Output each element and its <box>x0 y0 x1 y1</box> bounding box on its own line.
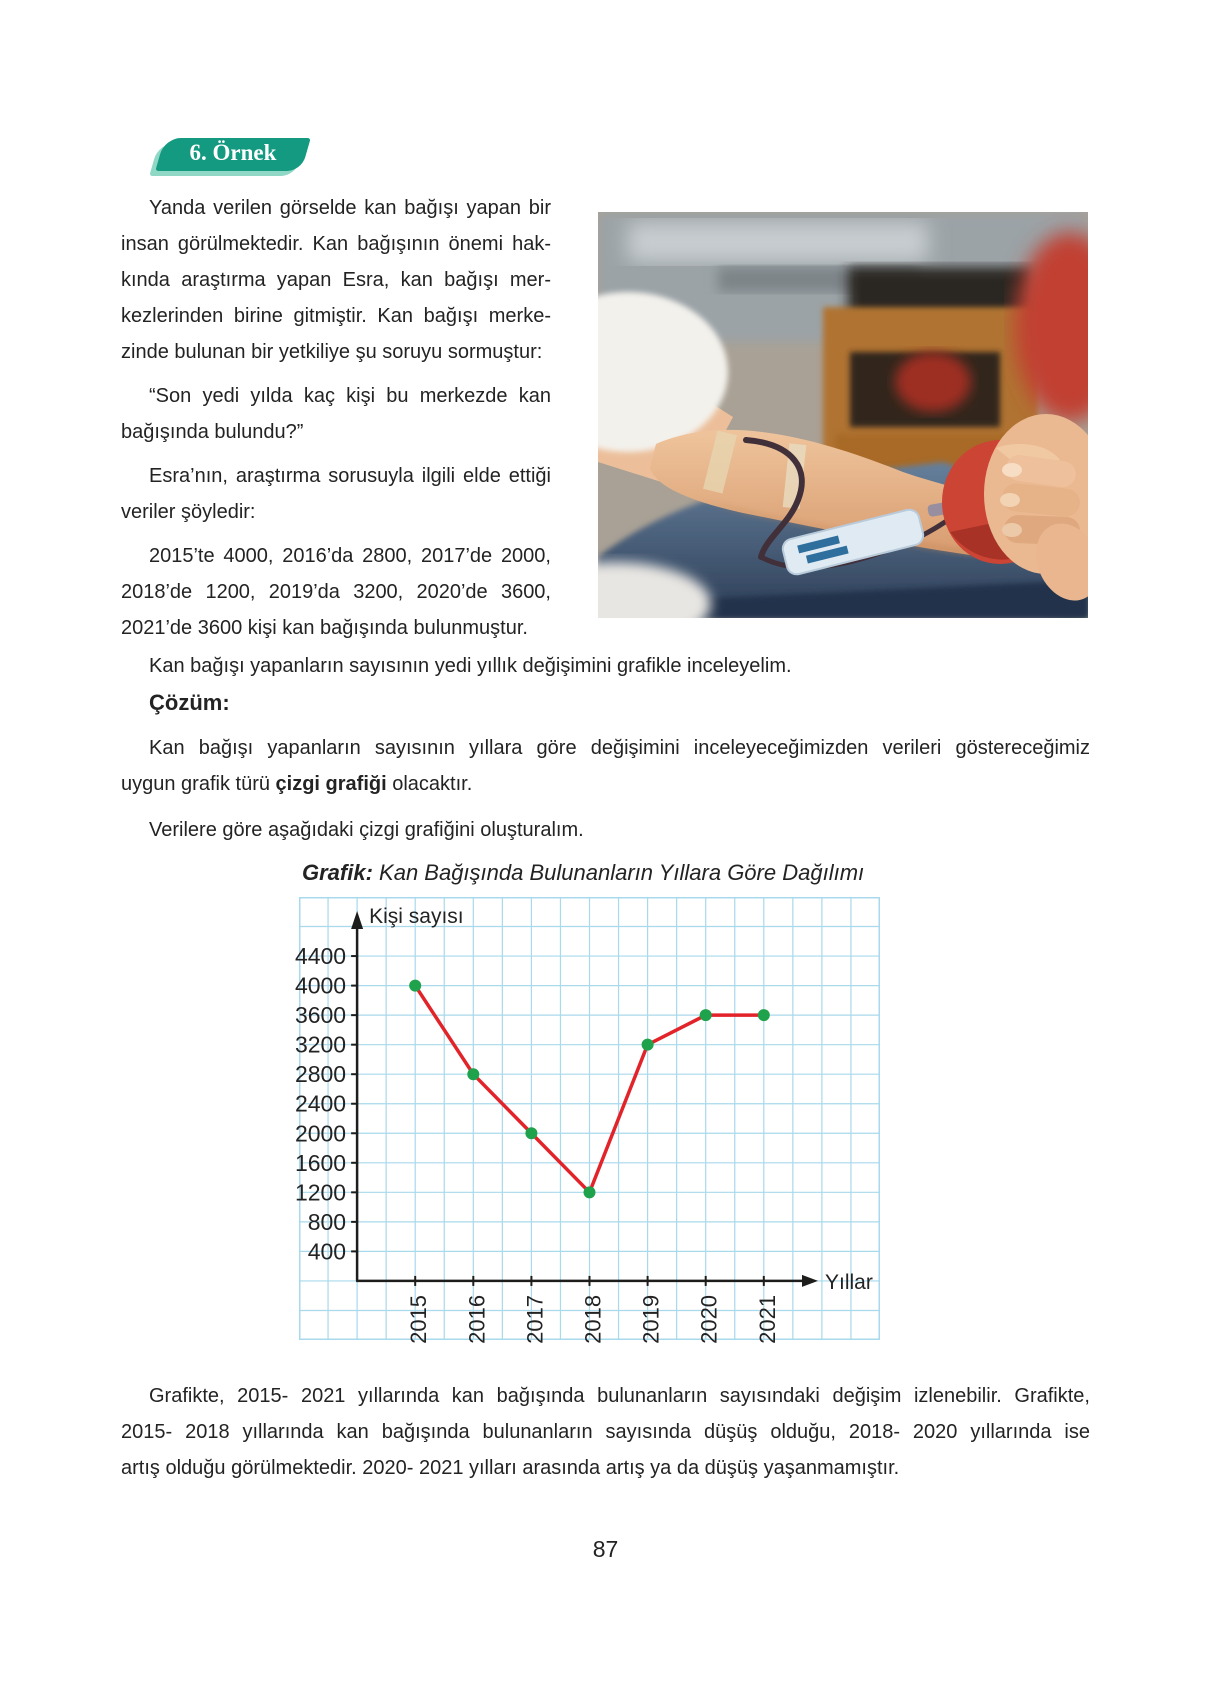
data-point <box>642 1039 654 1051</box>
svg-text:400: 400 <box>307 1238 347 1265</box>
svg-text:4400: 4400 <box>294 943 347 970</box>
solution-p1-bold-term: çizgi grafiği <box>275 773 387 795</box>
example-badge-label: 6. Örnek <box>189 140 277 165</box>
x-tick-label: 2018 <box>580 1294 606 1344</box>
data-point <box>409 980 421 992</box>
chart-title-text: Kan Bağışında Bulunanların Yıllara Göre Dağılımı <box>372 860 865 885</box>
closing-paragraph: Grafikte, 2015- 2021 yıllarında kan bağışında bulunanların sayısındaki değişim izlenebilir. Grafikte, 2015- 2018 yıllarında kan bağışında bulunanların sayısında düşüş olduğu, 2018- 2020 yıllarında ise artış olduğu görülmektedir. 2020- 2021 yılları arasında artış ya da düşüş yaşanmamıştır. <box>121 1385 1090 1479</box>
solution-heading: Çözüm: <box>149 690 230 715</box>
svg-text:1600: 1600 <box>294 1149 347 1176</box>
svg-text:2800: 2800 <box>294 1061 347 1088</box>
x-tick-label: 2016 <box>464 1294 490 1344</box>
intro-paragraph-2: “Son yedi yılda kaç kişi bu merkezde kan bağışında bulundu?” <box>121 385 551 443</box>
svg-text:3200: 3200 <box>294 1031 347 1058</box>
data-point <box>467 1068 479 1080</box>
solution-p1-post: olacaktır. <box>386 773 473 795</box>
chart-title <box>302 860 864 886</box>
svg-text:2000: 2000 <box>294 1120 347 1147</box>
data-point <box>700 1009 712 1021</box>
intro-paragraph-3: Esra’nın, araştırma sorusuyla ilgili elde ettiği veriler şöyledir: <box>121 465 551 523</box>
x-tick-label: 2021 <box>754 1294 780 1344</box>
svg-text:800: 800 <box>307 1208 347 1235</box>
donation-photo <box>598 212 1088 618</box>
solution-paragraph-2: Verilere göre aşağıdaki çizgi grafiğini oluşturalım. <box>149 819 584 841</box>
data-point <box>525 1127 537 1139</box>
intro-paragraph-1: Yanda verilen görselde kan bağışı yapan bir insan görülmektedir. Kan bağışının önemi hak- kında araştırma yapan Esra, kan bağışı mer- kezlerinden birine gitmiştir. Kan bağışı merke- zinde bulunan bir yetkiliye şu soruyu sormuştur: <box>121 197 551 363</box>
solution-p1-pre: uygun grafik türü <box>121 773 276 795</box>
page-number: 87 <box>592 1536 619 1562</box>
x-axis-title: Yıllar <box>825 1270 873 1294</box>
x-tick-label: 2017 <box>522 1294 548 1344</box>
intro-text-column <box>121 190 551 654</box>
svg-text:2400: 2400 <box>294 1090 347 1117</box>
data-point <box>584 1186 596 1198</box>
chart-title-label: Grafik: <box>302 860 373 885</box>
solution-paragraph-1: Kan bağışı yapanların sayısının yıllara göre değişimini inceleyeceğimizden verileri göstereceğimiz uygun grafik türü çizgi grafiği olacaktır. <box>121 737 1090 795</box>
svg-text:3600: 3600 <box>294 1002 347 1029</box>
example-badge <box>158 138 308 176</box>
line-chart <box>294 897 880 1344</box>
data-point <box>758 1009 770 1021</box>
x-tick-label: 2020 <box>696 1294 722 1344</box>
y-axis-title: Kişi sayısı <box>369 905 464 928</box>
x-tick-label: 2015 <box>406 1294 432 1344</box>
lead-in-paragraph: Kan bağışı yapanların sayısının yedi yıllık değişimini grafikle inceleyelim. <box>149 655 792 677</box>
intro-paragraph-4: 2015’te 4000, 2016’da 2800, 2017’de 2000, 2018’de 1200, 2019’da 3200, 2020’de 3600, 2021’de 3600 kişi kan bağışında bulunmuştur. <box>121 545 551 639</box>
svg-text:4000: 4000 <box>294 972 347 999</box>
x-tick-label: 2019 <box>638 1294 664 1344</box>
svg-text:1200: 1200 <box>294 1179 347 1206</box>
